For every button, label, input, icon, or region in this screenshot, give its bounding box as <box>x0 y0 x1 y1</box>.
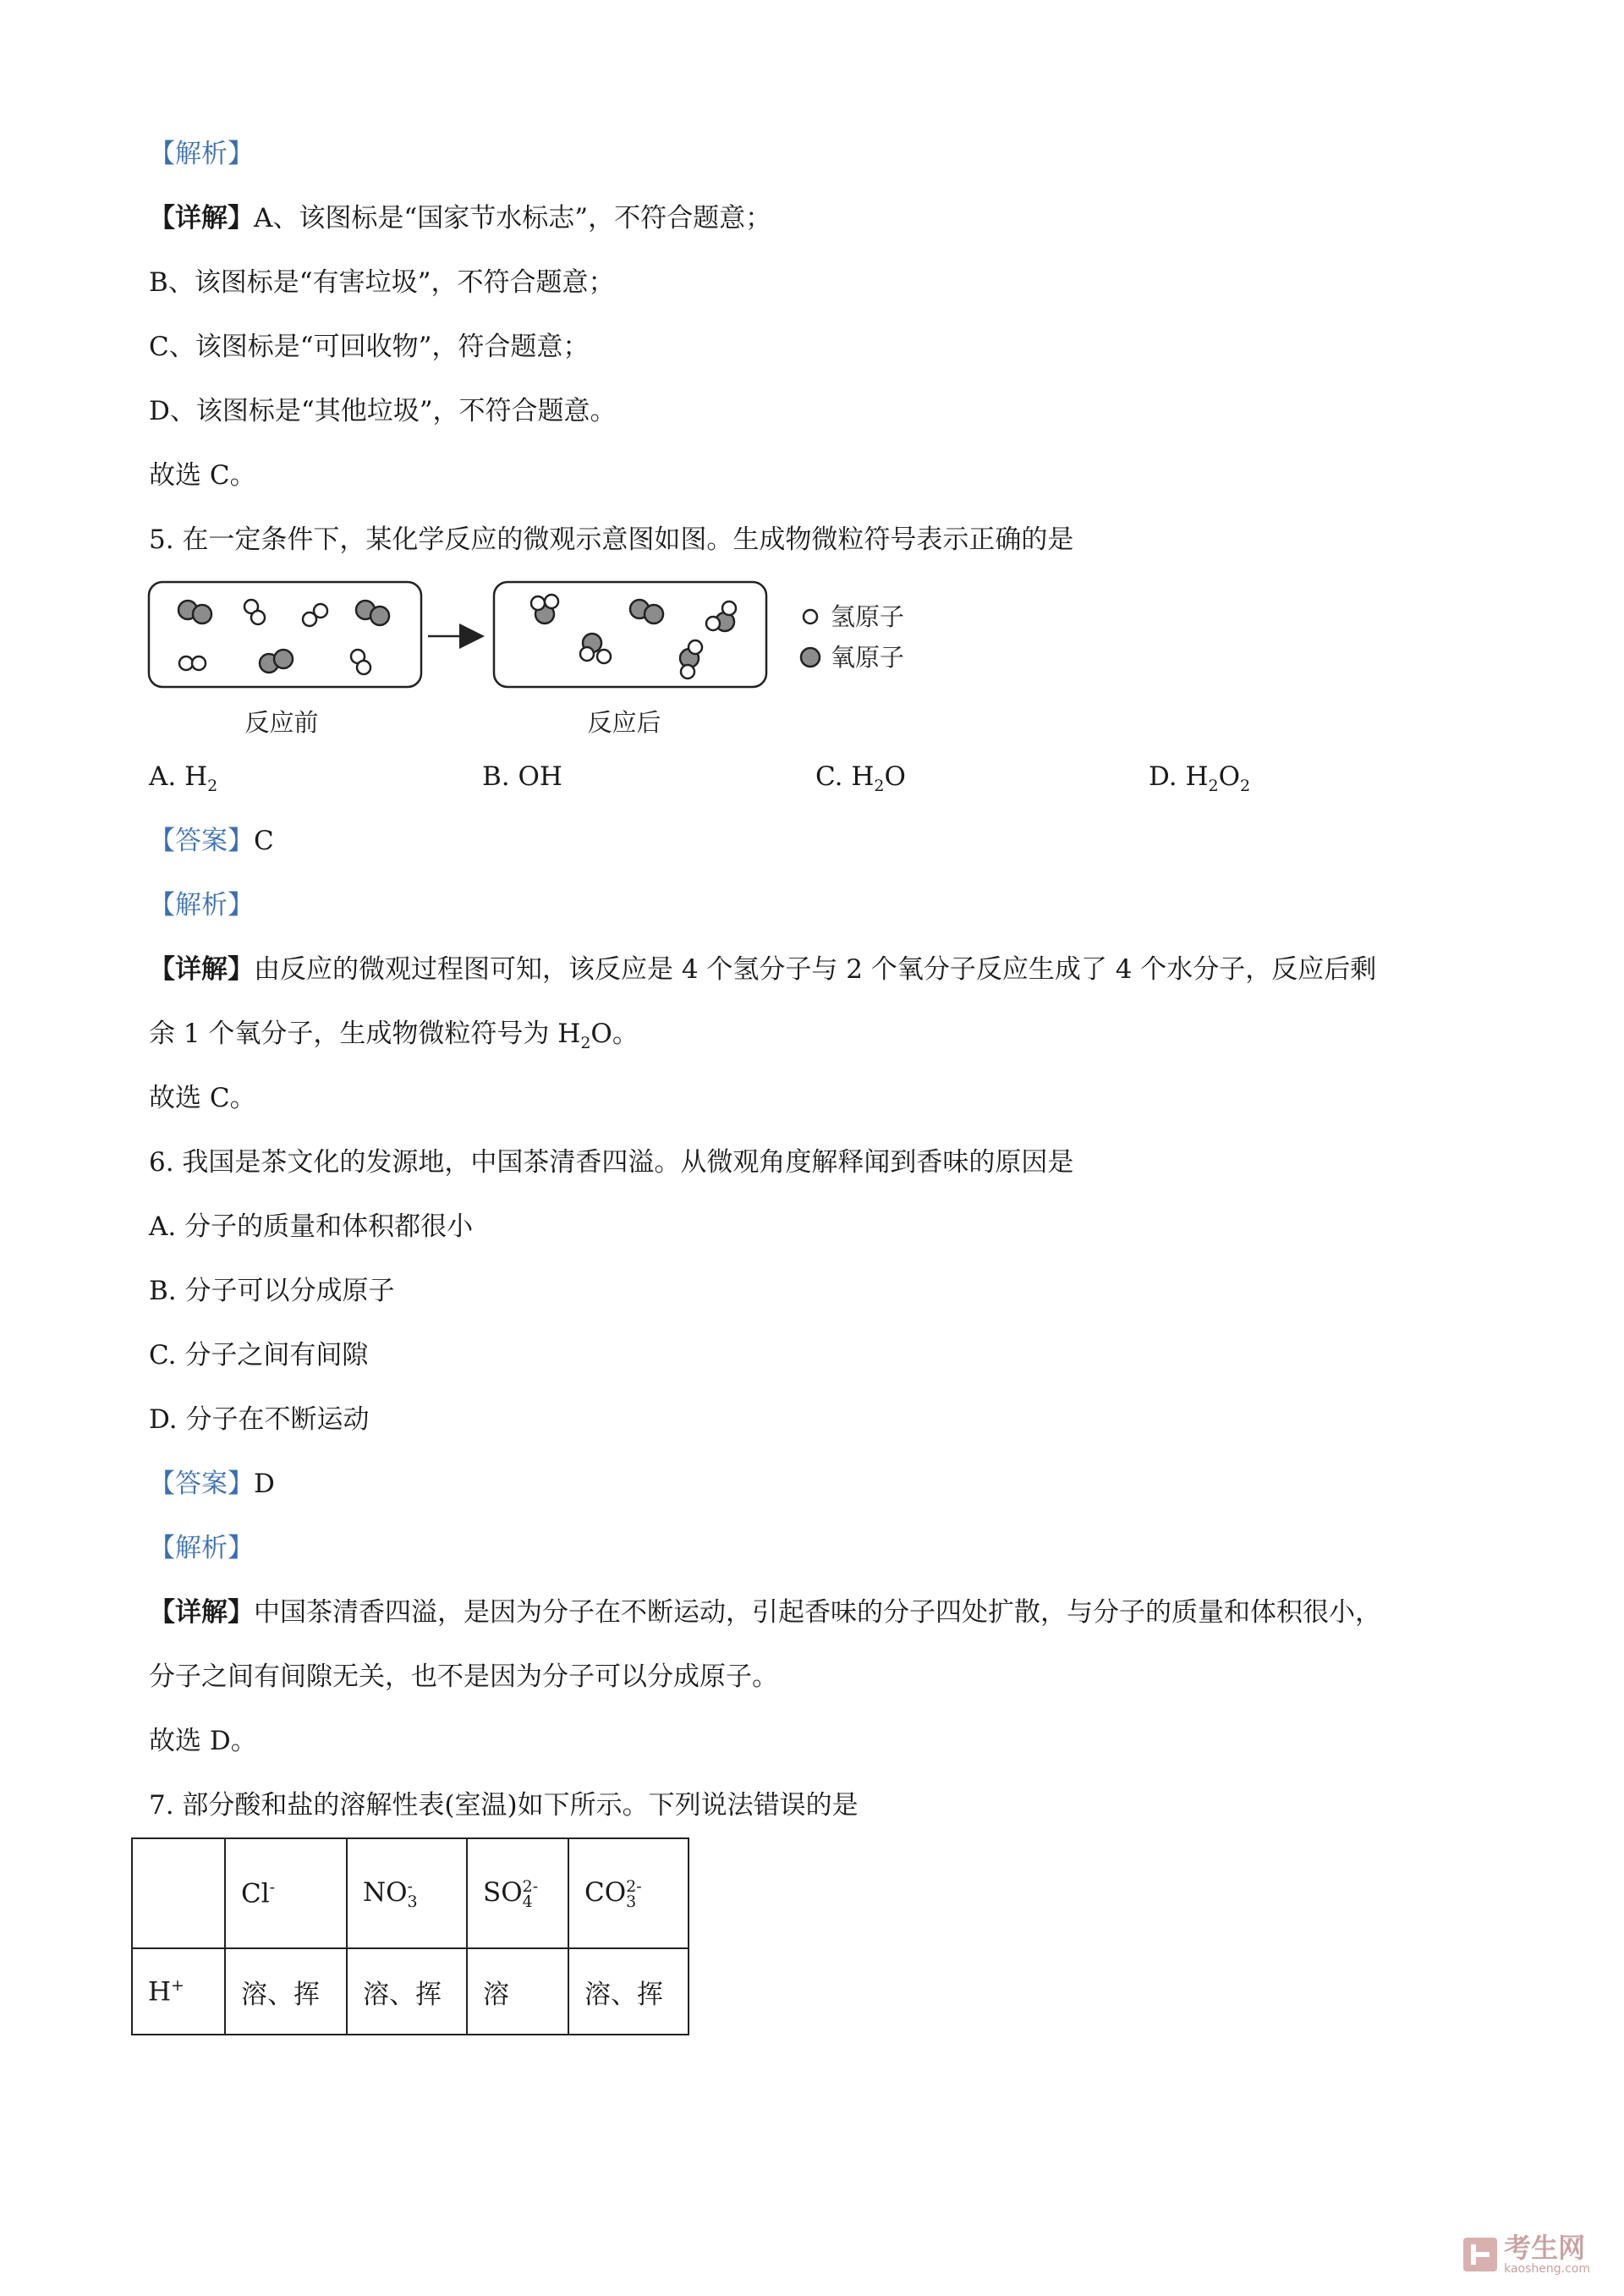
option-b: B. OH <box>482 761 562 792</box>
choice-line: 故选 C。 <box>149 1083 256 1113</box>
detail-line: B、该图标是“有害垃圾”，不符合题意； <box>149 267 615 298</box>
detail-line: 【详解】中国茶清香四溢，是因为分子在不断运动，引起香味的分子四处扩散，与分子的质量和体积很小， <box>149 1597 1381 1628</box>
before-box <box>149 582 421 687</box>
detail-line: C、该图标是“可回收物”，符合题意； <box>149 332 590 362</box>
legend-hydrogen: 氢原子 <box>831 602 905 631</box>
analysis-tag: 【解析】 <box>149 1533 254 1563</box>
before-molecules <box>178 600 389 674</box>
legend-oxygen: 氧原子 <box>831 643 905 672</box>
option-a: A. 分子的质量和体积都很小 <box>149 1211 474 1242</box>
table-header-cell: SO 2- 4 <box>467 1838 568 1948</box>
answer-value: D <box>254 1469 275 1499</box>
choice-line: 故选 C。 <box>149 460 256 491</box>
table-cell: 溶、挥 <box>568 1948 689 2035</box>
answer-value: C <box>254 826 274 856</box>
table-cell: 溶、挥 <box>225 1948 347 2035</box>
watermark <box>1463 2233 1590 2276</box>
choice-line: 故选 D。 <box>149 1726 257 1756</box>
answer-line <box>149 1467 275 1501</box>
table-cell: 溶 <box>467 1948 568 2035</box>
watermark-sub: kaosheng.com <box>1504 2262 1590 2276</box>
after-molecules <box>531 595 736 678</box>
option-d: D. 分子在不断运动 <box>149 1404 370 1435</box>
reaction-diagram <box>144 575 956 744</box>
detail-line: D、该图标是“其他垃圾”，不符合题意。 <box>149 396 617 426</box>
after-label: 反应后 <box>587 708 661 737</box>
detail-line: 余 1 个氧分子，生成物微粒符号为 $H_2O$。 <box>149 1019 639 1053</box>
answer-tag: 【答案】 <box>149 1469 254 1499</box>
detail-line <box>149 201 771 235</box>
detail-line: 【详解】由反应的微观过程图可知，该反应是 4 个氢分子与 2 个氧分子反应生成了 4 个水分子，反应后剩 <box>149 954 1377 985</box>
table-header-cell: Cl- <box>225 1838 347 1948</box>
watermark-text: 考生网 <box>1504 2232 1586 2264</box>
analysis-tag: 【解析】 <box>149 890 254 920</box>
question-6: 6. 我国是茶文化的发源地，中国茶清香四溢。从微观角度解释闻到香味的原因是 <box>149 1147 1074 1178</box>
answer-tag: 【答案】 <box>149 826 254 856</box>
hydrogen-legend-icon <box>804 610 817 623</box>
watermark-logo-icon <box>1463 2238 1497 2271</box>
detail-tag: 【详解】 <box>149 954 254 985</box>
option-a: A. $H_2$ <box>149 761 218 796</box>
detail-line: 分子之间有间隙无关，也不是因为分子可以分成原子。 <box>149 1662 778 1692</box>
option-b: B. 分子可以分成原子 <box>149 1276 395 1306</box>
option-c: C. $H_2O$ <box>815 761 906 796</box>
option-d: D. $H_2O_2$ <box>1149 761 1251 796</box>
table-row <box>132 1948 689 2035</box>
analysis-tag: 【解析】 <box>149 139 254 169</box>
question-7: 7. 部分酸和盐的溶解性表(室温)如下所示。下列说法错误的是 <box>149 1790 859 1821</box>
detail-tag: 【详解】 <box>149 203 254 233</box>
table-cell: 溶、挥 <box>347 1948 467 2035</box>
table-corner <box>132 1838 225 1948</box>
answer-line <box>149 824 274 858</box>
solubility-table <box>131 1837 689 2035</box>
table-row-label: H+ <box>132 1948 225 2035</box>
option-c: C. 分子之间有间隙 <box>149 1340 369 1370</box>
table-header-cell: CO 2- 3 <box>568 1838 689 1948</box>
detail-tag: 【详解】 <box>149 1597 254 1628</box>
question-5: 5. 在一定条件下，某化学反应的微观示意图如图。生成物微粒符号表示正确的是 <box>149 525 1074 555</box>
oxygen-legend-icon <box>801 648 820 667</box>
detail-text: A、该图标是“国家节水标志”，不符合题意； <box>254 203 772 233</box>
before-label: 反应前 <box>244 708 319 737</box>
table-header-cell: NO - 3 <box>347 1838 467 1948</box>
table-header-row <box>132 1838 689 1948</box>
